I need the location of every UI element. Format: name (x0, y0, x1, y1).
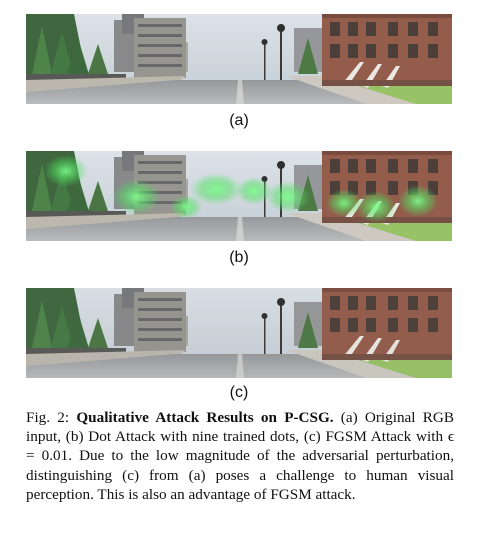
panel-a-label: (a) (229, 112, 249, 129)
figure-caption (26, 408, 454, 504)
scene-image-dot-attack (26, 151, 452, 241)
adversarial-dot (266, 181, 310, 213)
panel-c-fgsm (26, 288, 452, 378)
adversarial-dot (44, 155, 88, 187)
panel-b-label: (b) (229, 249, 249, 266)
adversarial-dot (112, 179, 160, 215)
panel-a-original (26, 14, 452, 104)
caption-body: (a) Original RGB input, (b) Dot Attack with nine trained dots, (c) FGSM Attack with ϵ = 0.01. Due to the low magnitude of the adversarial perturbation, distinguishing (c) from (a) poses a challenge to human visual perception. This is also an advantage of FGSM attack. (26, 409, 454, 503)
adversarial-dot (326, 189, 362, 217)
adversarial-dot (398, 185, 438, 217)
adversarial-dot (356, 191, 396, 223)
scene-image-fgsm (26, 288, 452, 378)
adversarial-dot (236, 177, 272, 205)
caption-title: Qualitative Attack Results on P-CSG. (76, 409, 334, 426)
scene-image-original (26, 14, 452, 104)
panel-c-label: (c) (229, 384, 249, 401)
adversarial-dot (190, 173, 242, 205)
caption-prefix: Fig. 2: (26, 409, 77, 426)
panel-b-dot-attack (26, 151, 452, 241)
